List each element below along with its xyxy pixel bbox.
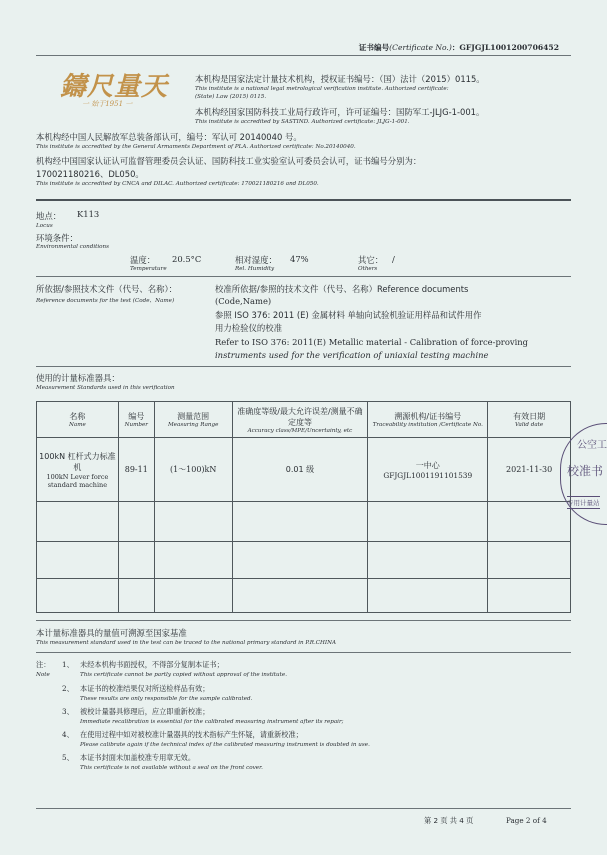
reference-doc-en: Refer to ISO 376: 2011(E) Metallic material - Calibration of force-proving [215, 337, 529, 347]
table-row-empty [37, 502, 571, 542]
note-3: 被校计量器具修理后，应立即重新校准； [80, 707, 210, 716]
accreditation-line-3: 本机构经中国人民解放军总装备部认可，编号：军认可 20140040 号。 [36, 132, 302, 142]
section-divider [36, 199, 571, 201]
others-value: / [392, 254, 395, 264]
note-1: 未经本机构书面授权，不得部分复制本证书； [80, 660, 224, 669]
accreditation-line-4: 机构经中国国家认证认可监督管理委员会认证、国防科技工业实验室认可委员会认可，证书编号分别为： [36, 156, 422, 166]
table-row-empty [37, 579, 571, 613]
col-name: 名称 Name [37, 402, 119, 438]
note-2: 本证书的校准结果仅对所送检样品有效； [80, 684, 210, 693]
table-header-row [37, 402, 571, 438]
humidity-value: 47% [290, 254, 309, 264]
reference-heading: 校准所依据/参照的技术文件（代号、名称）Reference documents [215, 284, 469, 294]
col-number: 编号 Number [118, 402, 154, 438]
locus-value: K113 [77, 209, 100, 219]
page-number-cn: 第 2 页 共 4 页 [424, 816, 474, 825]
col-accuracy: 准确度等级/最大允许误差/测量不确定度等 Accuracy class/MPE/Uncertainty, etc [232, 402, 368, 438]
env-label: 环境条件： [36, 233, 78, 243]
calibration-seal: 公空工 校准书 专用计量站 [560, 423, 607, 525]
reference-doc-cn: 参照 ISO 376: 2011 (E) 金属材料 单轴向试验机验证用样品和试件用作 [215, 310, 482, 320]
locus-label: 地点： [36, 211, 62, 221]
table-row-empty [37, 542, 571, 579]
col-range: 测量范围 Measuring Range [154, 402, 232, 438]
page-number-en: Page 2 of 4 [506, 816, 547, 825]
accreditation-line-1: 本机构是国家法定计量技术机构，授权证书编号：（国）法计（2015）0115。 [195, 74, 485, 84]
header-divider [36, 55, 571, 56]
col-traceability: 溯源机构/证书编号 Traceability institution /Certificate No. [368, 402, 488, 438]
notes-label: 注： [36, 660, 51, 669]
reference-label: 所依据/参照技术文件（代号、名称）： [36, 284, 178, 294]
table-row: 100kN 杠杆式力标准机 100kN Lever force standard machine 89-11 (1～100)kN 0.01 级 一中心 GFJGJL1001191101539 2021-11-30 [37, 438, 571, 502]
note-4: 在使用过程中如对被校准计量器具的技术指标产生怀疑，请重新校准； [80, 730, 303, 739]
standards-table [36, 401, 571, 613]
standards-label: 使用的计量标准器具： [36, 373, 120, 383]
col-valid-date: 有效日期 Valid date [488, 402, 571, 438]
note-5: 本证书封面未加盖校准专用章无效。 [80, 753, 196, 762]
accreditation-line-2: 本机构经国家国防科技工业局行政许可，许可证编号：国防军工-JLJG-1-001。 [195, 107, 485, 117]
certificate-number: 证书编号(Certificate No.)：GFJGJL1001200706452 [358, 43, 559, 52]
institute-logo: 鑄尺量天 一 始于1951 一 [60, 72, 169, 108]
certificate-page: 证书编号(Certificate No.)：GFJGJL1001200706452 鑄尺量天 一 始于1951 一 本机构是国家法定计量技术机构，授权证书编号：（国）法计（2015）0115。 This institute is a national legal metrological verification institute. Authorized certificate: (State) Law (2015) 0115. 本机构经国家国防科技工业局行政许可，许可证编号：国防军工-JLJG-1-001。 This institute is accredited by SASTIND. Authorized certificate: JLJG-1-001. 本机构经中国人民解放军总装备部认可，编号：军认可 20140040 号。 This institute is accredited by the General Armaments Department of PLA. Authorized certificate: No.20140040. 机构经中国国家认证认可监督管理委员会认证、国防科技工业实验室认可委员会认可，证书编号分别为： 170021180216、DL050。 This institute is accredited by CNCA and DILAC. Authorized certificate: 170021180216 and DL050. 地点： K113 Locus 环境条件： Environmental conditions 温度： 20.5°C Temperature 相对湿度： 47% Rel. Humidity 其它： / Others 所依据/参照技术文件（代号、名称）： Reference documents for the test (Code、Name) 校准所依据/参照的技术文件（代号、名称）Reference documents (Code,Name) 参照 ISO 376: 2011 (E) 金属材料 单轴向试验机验证用样品和试件用作 用力检验仪的校准 Refer to ISO 376: 2011(E) Metallic material - Calibration of force-proving instruments used for the verification of uniaxial testing machine 使用的计量标准器具： Measurement Standards used in this verification 名称 Name 编号 Number 测量范围 Measuring Range 准确度等级/最大允许误差/测量不确定度等 Accuracy class/MPE/Uncertainty, etc 溯源机构/证书编号 Traceability institution /Certificate No. 有效日期 Valid date 100kN 杠杆式力标准机 100kN Lever force standard machine 89-11 (1～100)kN 0.01 级 一中心 GFJGJL1001191101539 2021-11-30 公空工 校准书 专用计量站 本计量标准器具的量值可溯源至国家基准 This measurement standard used in the test can be traced to the national primary standard in P.R.CHINA 注： Note 1、 未经本机构书面授权，不得部分复制本证书； This certificate cannot be partly copied without approval of the institute. 2、 本证书的校准结果仅对所送检样品有效； These results are only responsible for the sample calibrated. 3、 被校计量器具修理后，应立即重新校准； Immediate recalibration is essential for the calibrated measuring instrument after its repair; 4、 在使用过程中如对被校准计量器具的技术指标产生怀疑，请重新校准； Please calibrate again if the technical index of the calibrated measuring instrument is doubted in use. 5、 本证书封面未加盖校准专用章无效。 This certificate is not available without a seal on the front cover. 第 2 页 共 4 页 Page 2 of 4 [36, 43, 607, 825]
traceability-statement: 本计量标准器具的量值可溯源至国家基准 [36, 628, 187, 638]
temperature-value: 20.5°C [172, 254, 202, 264]
footer-divider [36, 808, 571, 809]
